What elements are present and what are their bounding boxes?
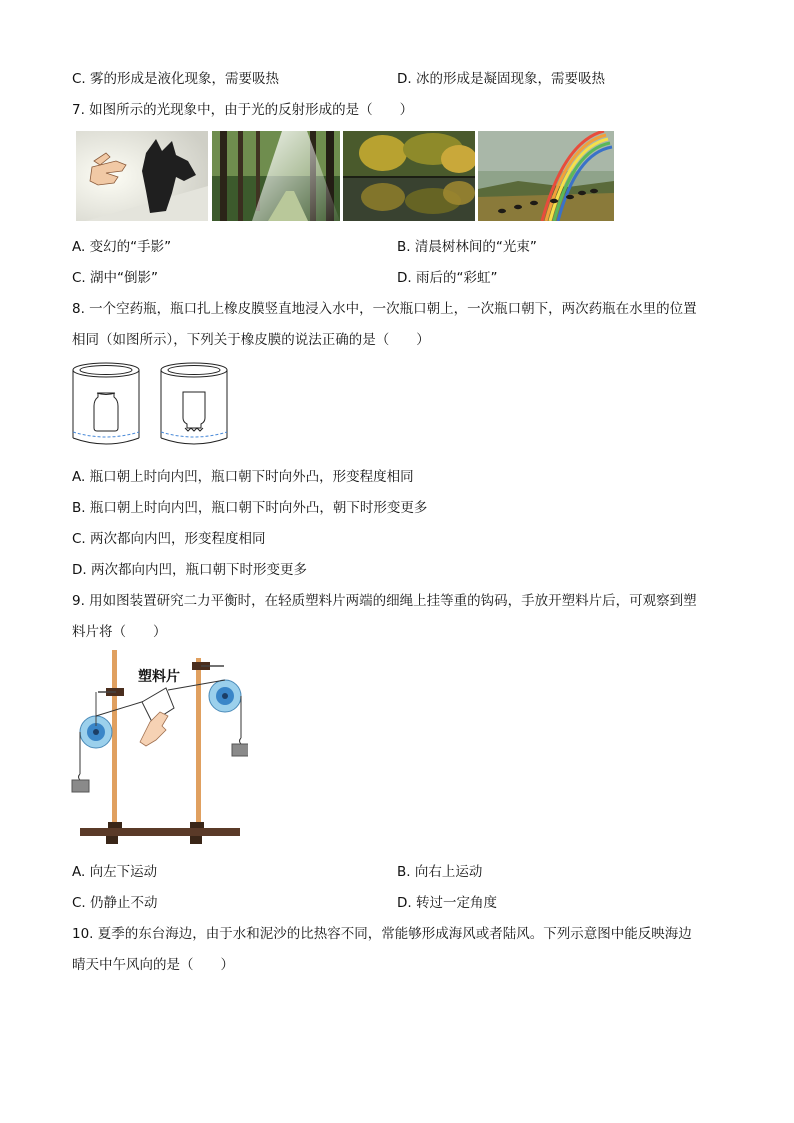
rainbow-image	[478, 131, 614, 221]
q9-option-a: A. 向左下运动	[72, 864, 158, 880]
q7-stem: 7. 如图所示的光现象中，由于光的反射形成的是（ ）	[72, 102, 414, 118]
q7-option-c: C. 湖中“倒影”	[72, 270, 158, 286]
q8-option-d: D. 两次都向内凹，瓶口朝下时形变更多	[72, 562, 307, 578]
lake-reflection-image	[343, 131, 475, 221]
forest-light-beam-image	[212, 131, 340, 221]
q7-option-d: D. 雨后的“彩虹”	[397, 270, 498, 286]
hand-shadow-image	[76, 131, 208, 221]
q8-option-b: B. 瓶口朝上时向内凹，瓶口朝下时向外凸，朝下时形变更多	[72, 500, 428, 516]
q9-option-c: C. 仍静止不动	[72, 895, 158, 911]
q8-stem-line1: 8. 一个空药瓶，瓶口扎上橡皮膜竖直地浸入水中，一次瓶口朝上，一次瓶口朝下，两次药瓶在水里的位置	[72, 301, 697, 317]
q10-stem-line1: 10. 夏季的东台海边，由于水和泥沙的比热容不同，常能够形成海风或者陆风。下列示意图中能反映海边	[72, 926, 692, 942]
plastic-card-label: 塑料片	[138, 669, 180, 685]
q7-option-b: B. 清晨树林间的“光束”	[397, 239, 537, 255]
q9-stem-line2: 料片将（ ）	[72, 624, 167, 640]
q8-option-c: C. 两次都向内凹，形变程度相同	[72, 531, 266, 547]
q7-option-a: A. 变幻的“手影”	[72, 239, 172, 255]
medicine-bottle-figure	[70, 360, 230, 448]
q9-option-d: D. 转过一定角度	[397, 895, 497, 911]
q10-stem-line2: 晴天中午风向的是（ ）	[72, 957, 234, 973]
q8-stem-line2: 相同（如图所示），下列关于橡皮膜的说法正确的是（ ）	[72, 332, 430, 348]
q8-option-a: A. 瓶口朝上时向内凹，瓶口朝下时向外凸，形变程度相同	[72, 469, 414, 485]
q6-option-c: C. 雾的形成是液化现象，需要吸热	[72, 71, 280, 87]
q6-option-d: D. 冰的形成是凝固现象，需要吸热	[397, 71, 605, 87]
q9-option-b: B. 向右上运动	[397, 864, 483, 880]
q9-stem-line1: 9. 用如图装置研究二力平衡时，在轻质塑料片两端的细绳上挂等重的钩码，手放开塑料片后，可观察到塑	[72, 593, 697, 609]
